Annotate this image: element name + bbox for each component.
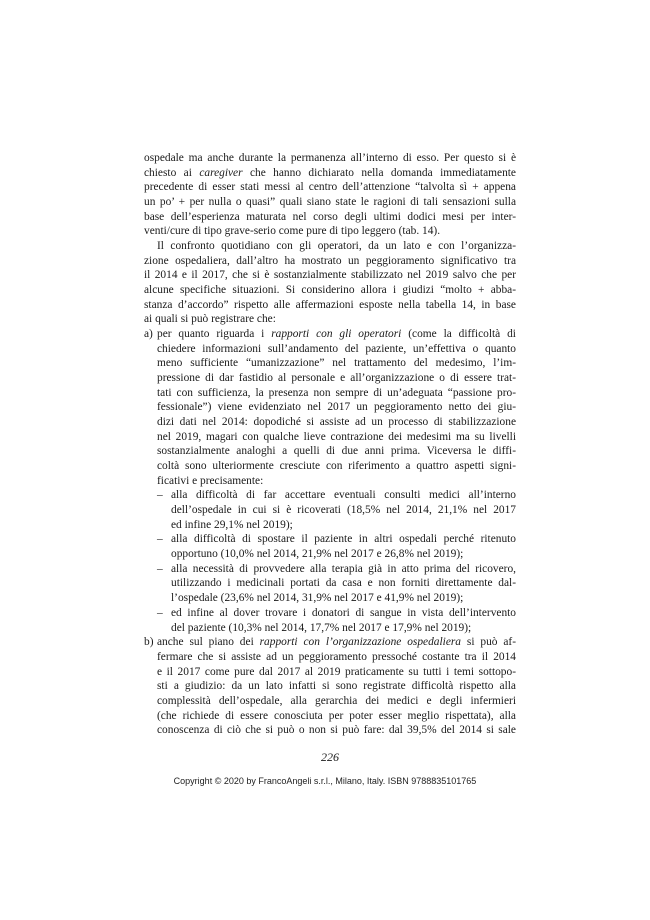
text-line (144, 532, 516, 547)
text-segment: venti/cure di tipo grave-serio come pure di tipo leggero (tab. 14). (144, 225, 441, 238)
text-segment: chiedere informazioni sull’andamento del paziente, un’effettiva o quanto (157, 342, 516, 355)
line-text (171, 562, 516, 577)
text-line (144, 679, 516, 694)
line-text (157, 444, 516, 459)
line-text (144, 239, 516, 254)
text-segment: (come la difficoltà di (401, 328, 516, 341)
text-line (144, 239, 516, 254)
text-segment: che hanno dichiarato nella domanda immediatamente (242, 166, 516, 179)
text-segment: meno sufficiente “umanizzazione” nel trattamento del medesimo, l’im- (157, 357, 516, 370)
text-line (144, 283, 516, 298)
bullet-dash: – (157, 562, 163, 575)
text-segment: conoscenza di ciò che si può o non si può fare: dal 39,5% del 2014 si sale (157, 724, 516, 737)
text-line (144, 254, 516, 269)
text-line (144, 312, 516, 327)
list-label: a) (144, 328, 153, 341)
line-text (171, 606, 516, 621)
line-text (144, 195, 516, 210)
text-line (144, 503, 516, 518)
text-line (144, 400, 516, 415)
line-text (157, 371, 516, 386)
bullet-dash: – (157, 606, 163, 619)
line-text (157, 650, 516, 665)
line-text (157, 459, 516, 474)
text-segment: nel 2019, magari con qualche lieve contrazione dei medesimi ma su livelli (157, 430, 516, 443)
text-segment: per quanto riguarda i (157, 328, 272, 341)
line-text (157, 356, 516, 371)
text-line (144, 298, 516, 313)
text-line (144, 342, 516, 357)
line-text (157, 400, 516, 415)
text-segment: alla difficoltà di far accettare eventuali consulti medici all’interno (171, 489, 516, 502)
text-segment: un po’ + per nulla o quasi” quali siano state le ragioni di tali sensazioni sulla (144, 196, 516, 209)
text-segment: e il 2017 come pure dal 2017 al 2019 praticamente su tutti i temi sottopo- (157, 665, 516, 678)
text-line (144, 547, 516, 562)
italic-text: caregiver (199, 166, 243, 179)
text-segment: ed infine 29,1% nel 2019); (171, 518, 293, 531)
line-text (144, 180, 516, 195)
copyright-footer: Copyright © 2020 by FrancoAngeli s.r.l., Milano, Italy. ISBN 9788835101765 (173, 775, 477, 786)
line-text (171, 488, 516, 503)
list-label: b) (144, 636, 154, 649)
line-text (171, 621, 516, 636)
text-line (144, 635, 516, 650)
text-line (144, 723, 516, 738)
body-text (144, 151, 516, 738)
line-text (157, 327, 516, 342)
text-line (144, 488, 516, 503)
line-text (171, 591, 516, 606)
text-segment: utilizzando i medicinali portati da casa e non forniti direttamente dal- (171, 577, 516, 590)
line-text (157, 386, 516, 401)
line-text (157, 415, 516, 430)
text-line (144, 650, 516, 665)
text-line (144, 576, 516, 591)
text-segment: fermare che si assiste ad un peggioramento pressoché costante tra il 2014 (157, 650, 516, 663)
text-line (144, 606, 516, 621)
line-text (144, 166, 516, 181)
bullet-dash: – (157, 489, 163, 502)
line-text (157, 679, 516, 694)
text-segment: opportuno (10,0% nel 2014, 21,9% nel 2017 e 26,8% nel 2019); (171, 548, 464, 561)
italic-text: rapporti con l’organizzazione ospedaliera (259, 636, 462, 649)
text-segment: ai quali si può registrare che: (144, 313, 276, 326)
text-line (144, 694, 516, 709)
text-segment: alcune specifiche situazioni. Si considerino allora i giudizi “molto + abba- (144, 284, 516, 297)
text-line (144, 415, 516, 430)
text-segment: stanza d’accordo” rispetto alle affermazioni esposte nella tabella 14, in base (144, 298, 516, 311)
text-line (144, 709, 516, 724)
text-segment: ficativi e precisamente: (157, 474, 264, 487)
line-text (157, 635, 516, 650)
text-segment: zione ospedaliera, dall’altro ha mostrato un peggioramento significativo tra (144, 254, 516, 267)
line-text (157, 694, 516, 709)
text-segment: alla necessità di provvedere alla terapia già in atto prima del ricovero, (171, 562, 516, 575)
text-line (144, 591, 516, 606)
text-line (144, 166, 516, 181)
text-line (144, 180, 516, 195)
line-text (171, 532, 516, 547)
text-line (144, 459, 516, 474)
text-segment: dell’ospedale in cui si è ricoverati (18,5% nel 2014, 21,1% nel 2017 (171, 504, 516, 517)
text-line (144, 444, 516, 459)
text-segment: precedente di esser stati messi al centro dell’attenzione “talvolta sì + appena (144, 181, 516, 194)
text-segment: ospedale ma anche durante la permanenza all’interno di esso. Per questo si è (144, 152, 516, 164)
text-segment: del paziente (10,3% nel 2014, 17,7% nel 2017 e 17,9% nel 2019); (171, 621, 472, 634)
text-line (144, 268, 516, 283)
line-text (144, 254, 516, 269)
line-text (157, 430, 516, 445)
text-segment: complessità dell’ospedale, alla gerarchia dei medici e degli infermieri (157, 694, 516, 707)
text-line (144, 474, 516, 489)
text-segment: sti a giudizio: da un lato infatti si sono registrate difficoltà rispetto alla (157, 680, 516, 693)
italic-text: rapporti con gli operatori (271, 328, 402, 341)
text-segment: pressione di dar fastidio al personale e all’organizzazione o di essere trat- (157, 372, 516, 385)
text-segment: chiesto ai (144, 166, 200, 179)
text-segment: fessionale”) viene evidenziato nel 2017 un peggioramento netto dei giu- (157, 401, 516, 414)
text-segment: sostanzialmente analoghi a quelli di due anni prima. Viceversa le diffi- (157, 445, 516, 458)
page-column (144, 151, 516, 787)
text-segment: alla difficoltà di spostare il paziente in altri ospedali perché ritenuto (171, 533, 516, 546)
line-text (157, 709, 516, 724)
text-segment: coltà sono ulteriormente cresciute con riferimento a quattro aspetti signi- (157, 460, 516, 473)
line-text (157, 342, 516, 357)
text-line (144, 665, 516, 680)
text-line (144, 151, 516, 166)
text-segment: ed infine al dover trovare i donatori di sangue in vista dell’intervento (171, 606, 516, 619)
text-segment: tati con sufficienza, la presenza non sempre di un’adeguata “passione pro- (157, 386, 516, 399)
text-segment: Il confronto quotidiano con gli operatori, da un lato e con l’organizza- (157, 240, 516, 253)
text-segment: (che richiede di essere conosciuta per poter esser meglio rispettata), alla (157, 709, 516, 722)
text-segment: dizi dati nel 2014: dopodiché si assiste ad un processo di stabilizzazione (157, 416, 516, 429)
line-text (157, 474, 516, 489)
page-number: 226 (321, 749, 339, 764)
text-segment: si può af- (461, 636, 516, 649)
line-text (144, 151, 516, 166)
text-segment: l’ospedale (23,6% nel 2014, 31,9% nel 2017 e 41,9% nel 2019); (171, 592, 464, 605)
text-line (144, 195, 516, 210)
line-text (171, 576, 516, 591)
line-text (157, 723, 516, 738)
text-line (144, 356, 516, 371)
text-line (144, 562, 516, 577)
text-line (144, 224, 516, 239)
text-segment: base dell’esperienza maturata nel corso degli ultimi dodici mesi per inter- (144, 210, 516, 223)
line-text (144, 268, 516, 283)
text-line (144, 327, 516, 342)
line-text (144, 224, 516, 239)
line-text (144, 298, 516, 313)
text-line (144, 371, 516, 386)
line-text (157, 665, 516, 680)
line-text (144, 312, 516, 327)
text-line (144, 621, 516, 636)
text-line (144, 518, 516, 533)
text-line (144, 386, 516, 401)
line-text (144, 283, 516, 298)
bullet-dash: – (157, 533, 163, 546)
line-text (171, 547, 516, 562)
line-text (171, 518, 516, 533)
text-line (144, 430, 516, 445)
text-segment: il 2014 e il 2017, che si è sostanzialmente stabilizzato nel 2019 salvo che per (144, 269, 516, 282)
text-line (144, 210, 516, 225)
text-segment: anche sul piano dei (157, 636, 260, 649)
line-text (144, 210, 516, 225)
line-text (171, 503, 516, 518)
